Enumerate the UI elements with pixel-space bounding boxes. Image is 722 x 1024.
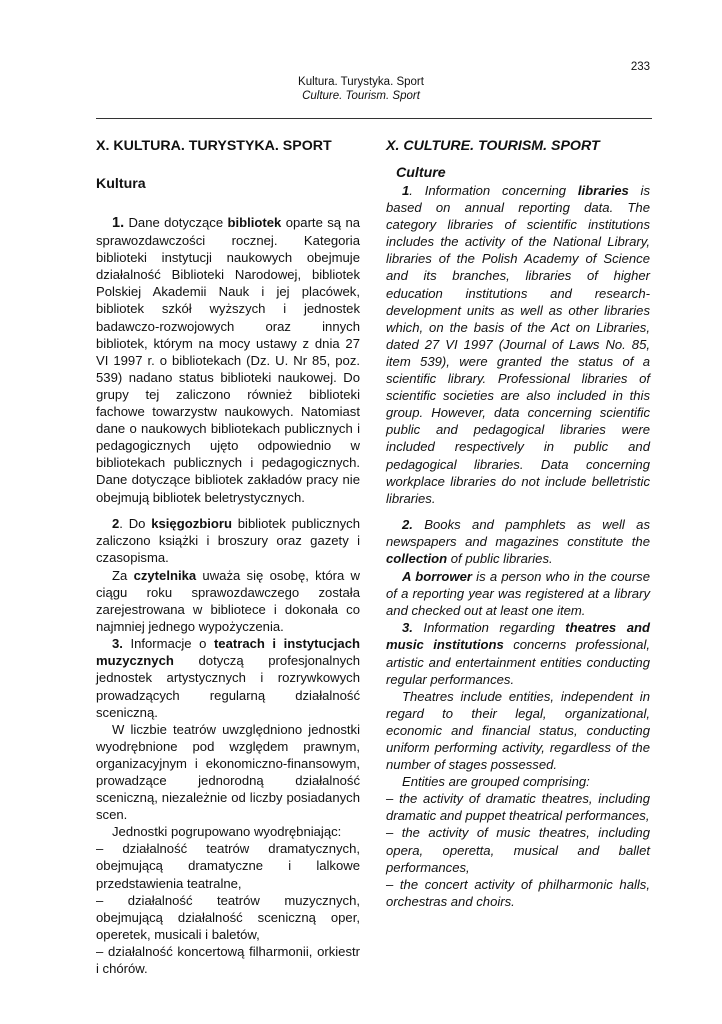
list-item: – the activity of dramatic theatres, including dramatic and puppet theatrical performances, bbox=[386, 791, 650, 824]
paragraph-grouping-en: Entities are grouped comprising: bbox=[402, 774, 590, 790]
english-column bbox=[386, 134, 650, 910]
paragraph-number: 2. bbox=[402, 516, 413, 532]
paragraph-collection-pl bbox=[96, 515, 360, 566]
paragraph-number: 2 bbox=[112, 515, 120, 531]
text-run: Dane dotyczące bbox=[124, 215, 228, 230]
chapter-title-en: X. CULTURE. TOURISM. SPORT bbox=[386, 138, 600, 154]
paragraph-number: 1. bbox=[112, 215, 125, 231]
text-run: Information regarding bbox=[412, 620, 566, 636]
header-rule bbox=[96, 118, 652, 119]
list-item: – działalność koncertową filharmonii, orkiestr i chórów. bbox=[96, 943, 360, 977]
paragraph-borrower-en bbox=[386, 568, 650, 619]
paragraph-libraries-en bbox=[386, 182, 650, 507]
list-item: – działalność teatrów muzycznych, obejmującą działalność sceniczną oper, operetek, musicali i baletów, bbox=[96, 892, 360, 942]
term-bold: bibliotek bbox=[227, 215, 282, 230]
term-bold: księgozbioru bbox=[151, 515, 232, 531]
term-bold: A borrower bbox=[402, 569, 472, 585]
paragraph-theatre-units-pl: W liczbie teatrów uwzględniono jednostki wyodrębnione pod względem prawnym, organizacyjnym i ekonomiczno-finansowym, prowadzące jednorodną działalność sceniczną, niezależnie od liczby posiadanych scen. bbox=[96, 721, 360, 823]
section-title-pl: Kultura bbox=[96, 176, 146, 192]
paragraph-collection-en bbox=[386, 516, 650, 567]
paragraph-number: 1 bbox=[402, 183, 410, 198]
text-run: Informacje o bbox=[122, 636, 214, 652]
term-bold: collection bbox=[386, 550, 448, 566]
text-run: concerns professional, artistic and entertainment entities conducting regular performances. bbox=[386, 637, 650, 687]
page-number: 233 bbox=[630, 61, 650, 73]
term-bold: libraries bbox=[577, 183, 629, 198]
term-bold: theatres and music institutions bbox=[386, 620, 650, 653]
list-item: – the activity of music theatres, including opera, operetta, musical and ballet performances, bbox=[386, 825, 650, 875]
paragraph-reader-pl bbox=[96, 567, 360, 635]
text-run: of public libraries. bbox=[447, 550, 553, 566]
chapter-title-pl: X. KULTURA. TURYSTYKA. SPORT bbox=[96, 138, 332, 154]
term-bold: teatrach i instytucjach muzycznych bbox=[96, 636, 360, 669]
running-header-pl: Kultura. Turystyka. Sport bbox=[298, 76, 424, 88]
paragraph-number: 3. bbox=[402, 620, 413, 636]
text-run: is based on annual reporting data. The category libraries of scientific institutions includes the activity of the National Library, libraries of the Polish Academy of Science and its branches, libraries of higher education institutions and research-development units as well as other libraries which, on the basis of the Act on Libraries, dated 27 VI 1997 (Journal of Laws No. 85, item 539), were granted the status of a scientific library. Professional libraries of scientific societies are also included in this group. However, data concerning scientific public and pedagogical libraries were included respectively in public and pedagogical libraries. Data concerning workplace libraries do not include belletristic libraries. bbox=[386, 183, 651, 506]
text-run: Za bbox=[112, 567, 134, 583]
paragraph-theatre-units-en: Theatres include entities, independent in regard to their legal, organizational, economic and financial status, conducting uniform performing activity, regardless of the number of stages possessed. bbox=[386, 688, 650, 773]
running-header-en: Culture. Tourism. Sport bbox=[302, 90, 420, 102]
text-run: uważa się osobę, która w ciągu roku sprawozdawczego została zarejestrowana w bibliotece i dokonała co najmniej jednego wypożyczenia. bbox=[96, 567, 361, 635]
text-run: is a person who in the course of a reporting year was registered at a library and checked out at least one item. bbox=[386, 569, 651, 619]
list-item: – the concert activity of philharmonic halls, orchestras and choirs. bbox=[386, 876, 650, 909]
text-run: . Information concerning bbox=[409, 183, 578, 198]
text-run: bibliotek publicznych zaliczono książki i broszury oraz gazety i czasopisma. bbox=[96, 515, 361, 565]
section-title-en: Culture bbox=[396, 165, 446, 181]
polish-column bbox=[96, 134, 360, 977]
paragraph-theatres-pl bbox=[96, 635, 360, 720]
text-run: oparte są na sprawozdawczości rocznej. Kategoria biblioteki instytucji naukowych obejmuje działalność Biblioteki Narodowej, bibliotek Polskiej Akademii Nauk i jej placówek, bibliotek szkół wyższych i jednostek badawczo-rozwojowych oraz innych bibliotek, którym na mocy ustawy z dnia 27 VI 1997 r. o bibliotekach (Dz. U. Nr 85, poz. 539) nadano status biblioteki naukowej. Do grupy tej zaliczono również biblioteki fachowe towarzystw naukowych. Natomiast dane o naukowych bibliotekach publicznych i pedagogicznych ujęto odpowiednio w bibliotekach publicznych i pedagogicznych. Dane dotyczące bibliotek zakładów pracy nie obejmują bibliotek beletrystycznych. bbox=[96, 215, 361, 505]
text-run: . Do bbox=[119, 515, 152, 531]
running-header bbox=[0, 75, 722, 103]
text-run: dotyczą profesjonalnych jednostek artystycznych i rozrywkowych prowadzących regularną działalność sceniczną. bbox=[96, 653, 360, 720]
term-bold: czytelnika bbox=[133, 567, 197, 583]
paragraph-libraries-pl bbox=[96, 214, 360, 506]
paragraph-theatres-en bbox=[386, 619, 650, 687]
paragraph-number: 3. bbox=[112, 636, 123, 652]
paragraph-grouping-pl: Jednostki pogrupowano wyodrębniając: bbox=[112, 824, 342, 840]
list-item: – działalność teatrów dramatycznych, obejmującą dramatyczne i lalkowe przedstawienia teatralne, bbox=[96, 841, 360, 891]
text-run: Books and pamphlets as well as newspapers and magazines constitute the bbox=[386, 516, 650, 549]
